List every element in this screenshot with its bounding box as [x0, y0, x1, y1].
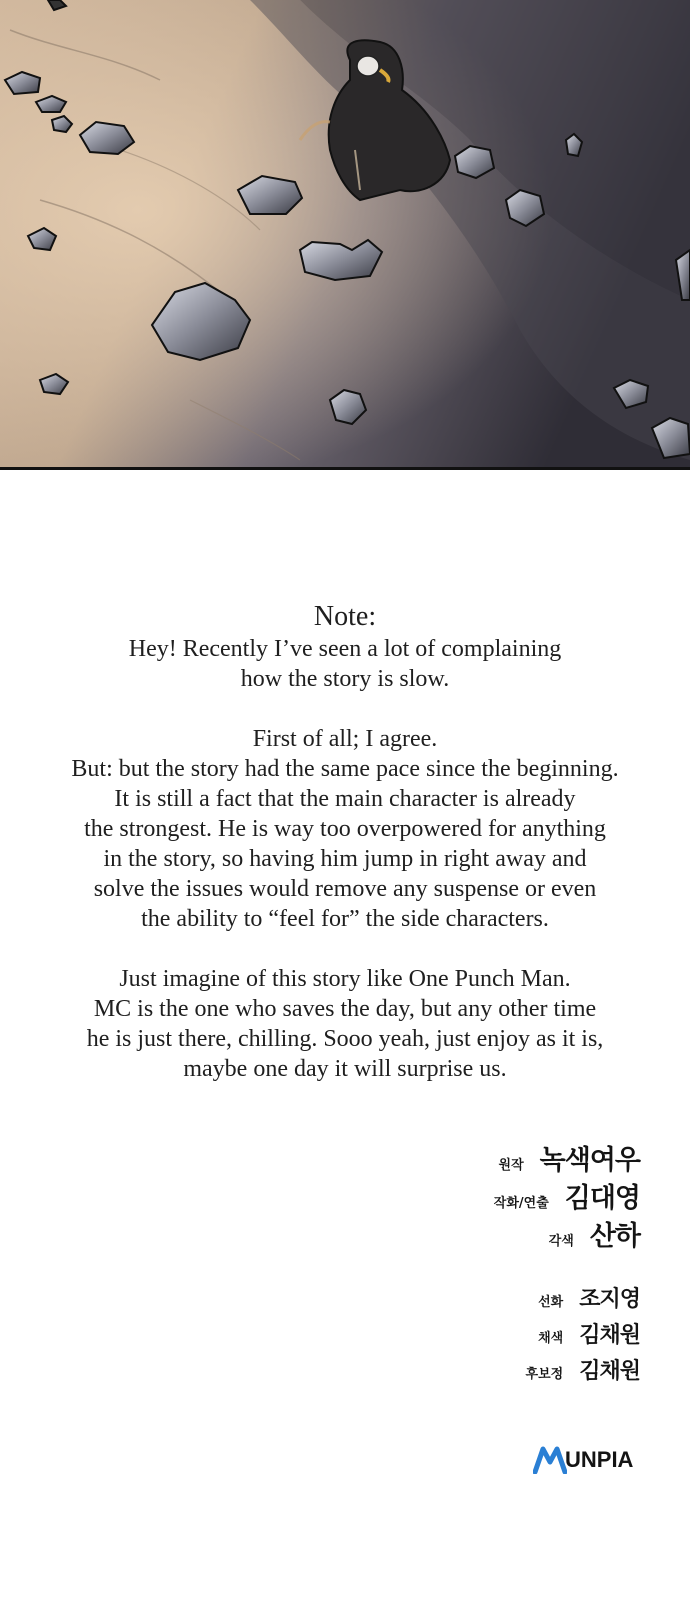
- munpia-m-logo-icon: [533, 1446, 567, 1474]
- note-line: MC is the one who saves the day, but any other time: [93, 996, 597, 1022]
- credits: [494, 1138, 640, 1390]
- note-paragraph-3: [0, 964, 690, 1084]
- note-line: how the story is slow.: [240, 666, 450, 692]
- translator-note: [0, 600, 690, 1114]
- comic-panel: [0, 0, 690, 470]
- credit-name: 녹색여우: [539, 1145, 640, 1176]
- note-line: in the story, so having him jump in right away and: [103, 846, 587, 872]
- credit-row-postprocessing: [494, 1354, 640, 1390]
- note-paragraph-2: [0, 724, 690, 934]
- note-line: the strongest. He is way too overpowered for anything: [84, 816, 606, 842]
- note-line: First of all; I agree.: [252, 726, 438, 752]
- note-line: It is still a fact that the main character is already: [114, 786, 576, 812]
- credit-name: 김대영: [564, 1183, 640, 1214]
- logo-text: UNPIA: [565, 1447, 634, 1472]
- credit-row-coloring: [494, 1318, 640, 1354]
- note-line: Just imagine of this story like One Punch Man.: [119, 966, 571, 992]
- credit-row-lineart: [494, 1282, 640, 1318]
- credit-role: 후보정: [525, 1367, 564, 1382]
- credit-role: 원작: [498, 1158, 524, 1173]
- note-title: Note:: [313, 601, 377, 632]
- credit-row-art: [494, 1176, 640, 1214]
- credit-name: 산하: [589, 1221, 640, 1252]
- note-line: But: but the story had the same pace since the beginning.: [71, 756, 619, 782]
- credit-role: 선화: [538, 1295, 564, 1310]
- note-paragraph-1: [0, 634, 690, 694]
- credit-role: 채색: [538, 1331, 564, 1346]
- credits-spacer: [494, 1252, 640, 1282]
- credit-name: 조지영: [579, 1287, 640, 1312]
- credit-row-adaptation: [494, 1214, 640, 1252]
- credit-row-original: [494, 1138, 640, 1176]
- credit-role: 각색: [548, 1234, 574, 1249]
- credit-name: 김채원: [579, 1359, 640, 1384]
- comic-panel-artwork: [0, 0, 690, 467]
- note-line: maybe one day it will surprise us.: [183, 1056, 507, 1082]
- note-line: the ability to “feel for” the side characters.: [141, 906, 549, 932]
- note-line: Hey! Recently I’ve seen a lot of complaining: [128, 636, 562, 662]
- credit-name: 김채원: [579, 1323, 640, 1348]
- note-line: solve the issues would remove any suspense or even: [93, 876, 597, 902]
- credit-role: 작화/연출: [493, 1196, 549, 1211]
- note-line: he is just there, chilling. Sooo yeah, just enjoy as it is,: [86, 1026, 604, 1052]
- munpia-logo: [533, 1444, 633, 1476]
